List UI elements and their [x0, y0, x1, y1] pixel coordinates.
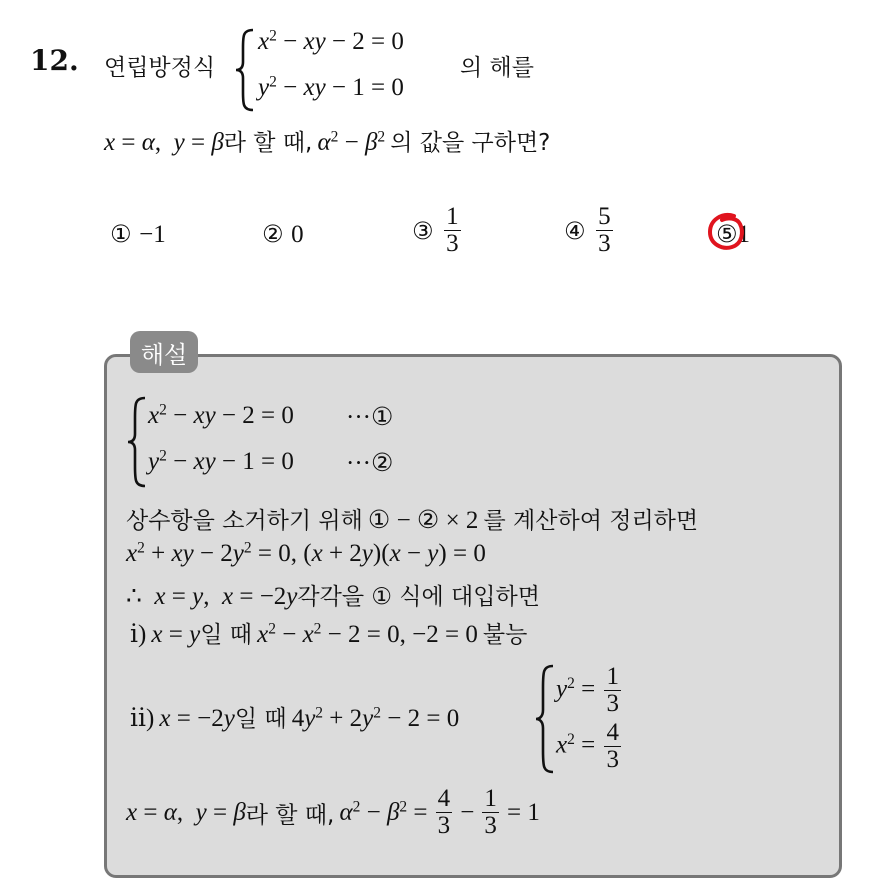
- solution-case-2: ⅱ) x = −2y일 때 $4y^2 + 2y^2 - 2 = 0$: [130, 704, 460, 732]
- solution-case-1: ⅰ) x = y일 때 $x^2 - x^2 - 2 = 0$, −2 = 0 불능: [130, 620, 528, 648]
- case-1-text: 일 때: [200, 622, 252, 648]
- problem-number: 12.: [30, 44, 79, 77]
- choice-2-value: 0: [291, 221, 304, 248]
- problem-eq1: $x^2$ − xy − 2 = 0: [258, 27, 404, 55]
- problem-eq2: $y^2$ − xy − 1 = 0: [258, 73, 404, 101]
- solution-line-c-text: 각각을 ① 식에 대입하면: [297, 584, 540, 610]
- case-1-end: 불능: [482, 622, 528, 648]
- case-2-result-x: $x^2$ = $\frac{4}{3}$: [556, 719, 619, 774]
- solution-eq2-ref: ···②: [346, 450, 394, 477]
- choice-5-marker: ⑤: [716, 220, 738, 248]
- choice-1-marker: ①: [110, 220, 132, 248]
- solution-eq1: $x^2$ − xy − 2 = 0: [148, 401, 294, 429]
- case-1-label: ⅰ): [130, 621, 147, 648]
- choice-4-fraction: $\frac{5}{3}$: [598, 203, 611, 258]
- choice-2-marker: ②: [262, 220, 284, 248]
- solution-final: x = α, y = β라 할 때, $\alpha^2 - \beta^2$ = $\frac{4}{3}$ − $\frac{1}{3}$ = 1: [126, 785, 540, 840]
- solution-line-b: $x^2$ + xy − $2y^2 = 0$, (x + 2y)(x − y) = 0: [126, 539, 486, 567]
- case-2-text: 일 때: [234, 706, 287, 732]
- problem-line2-mid: 라 할 때,: [223, 130, 313, 156]
- case-2-result-y: $y^2$ = $\frac{1}{3}$: [556, 663, 619, 718]
- solution-eq1-ref: ···①: [346, 404, 394, 431]
- choice-1-value: −1: [139, 221, 166, 248]
- solution-eq2: $y^2$ − xy − 1 = 0: [148, 447, 294, 475]
- answer-mark-icon: [704, 210, 748, 254]
- choice-3-marker: ③: [412, 216, 434, 245]
- choice-2[interactable]: [262, 220, 304, 249]
- problem-line2-end: 의 값을 구하면?: [390, 130, 551, 156]
- choice-1[interactable]: [110, 220, 166, 249]
- solution-system-brace: [126, 396, 148, 488]
- solution-final-text: 라 할 때,: [245, 802, 335, 829]
- case-2-label: ⅱ): [130, 705, 155, 732]
- choice-3-fraction: $\frac{1}{3}$: [446, 203, 459, 258]
- choice-5-value: 1: [737, 221, 751, 248]
- choice-3[interactable]: [412, 204, 464, 258]
- solution-line-a-text2: 를 계산하여 정리하면: [483, 508, 699, 534]
- solution-label: 해설: [130, 331, 198, 373]
- solution-line-a: 상수항을 소거하기 위해 ① − ② × 2 를 계산하여 정리하면: [126, 507, 699, 534]
- problem-tail-text: 의 해를: [460, 55, 534, 81]
- problem-line2: x = α, y = β라 할 때, $\alpha^2 - \beta^2$ 의 값을 구하면?: [104, 128, 551, 156]
- system-brace: [234, 28, 256, 112]
- choice-4-marker: ④: [564, 216, 586, 245]
- solution-line-c: ∴ x = y, x = −2y각각을 ① 식에 대입하면: [126, 583, 540, 610]
- problem-lead-text: 연립방정식: [104, 55, 216, 81]
- choice-4[interactable]: [564, 204, 616, 258]
- case-2-brace: [534, 664, 556, 774]
- solution-line-a-text1: 상수항을 소거하기 위해: [126, 508, 363, 534]
